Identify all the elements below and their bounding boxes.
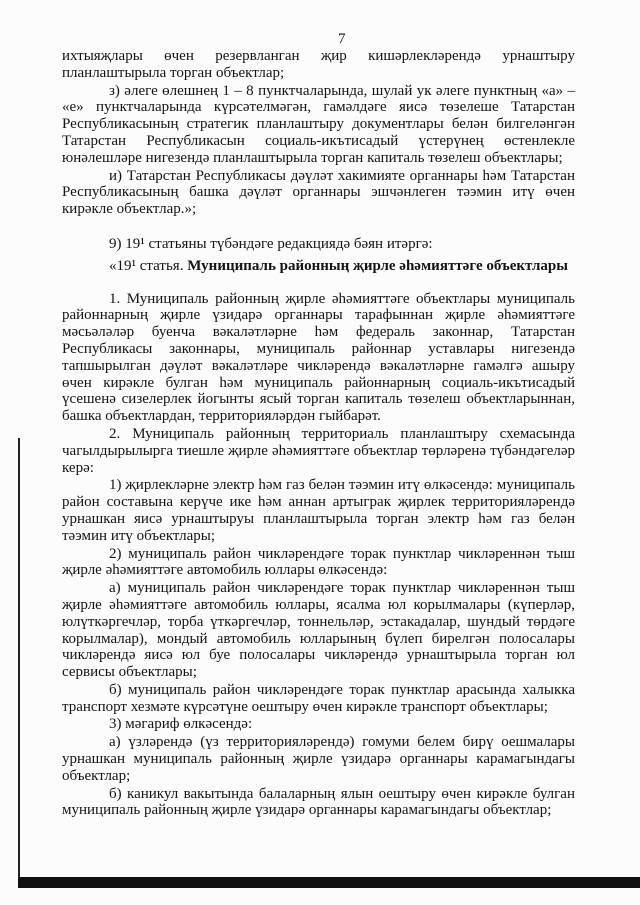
article-heading-prefix: «19¹ статья. bbox=[109, 257, 184, 274]
paragraph-subitem-i: и) Татарстан Республикасы дәүләт хакимияте органнары һәм Татарстан Республикасының башка дәүләт органнары эшчәнлеген тәэмин итү өчен кирәкле объектлар.»; bbox=[62, 167, 575, 218]
list-item: а) үзләрендә (үз территорияләрендә) гомуми белем бирү оешмалары урнашкан муниципаль районның җирле үзидарә органнары карамагындагы объектлар; bbox=[62, 734, 575, 784]
scan-edge-bottom bbox=[18, 877, 640, 888]
article-paragraph-1: 1. Муниципаль районның җирле әһәмияттәге объектлары муниципаль районнарның җирле үзидарә органнары тарафыннан җирле әһәмияттәге мәсьәләләр буенча вәкаләтләрне һәм федераль законнар, Татарстан Республикасы законнары, муниципаль районнар уставлары нигезендә тапшырылган дәүләт вәкаләтләре чикләрендә вәкаләтләрне гамәлгә ашыру өчен кирәкле булган һәм муниципаль районнарның социаль-икътисадый үсешенә сизелерлек йогынты ясый торган капиталь төзелеш объектларыннан, башка объектлардан, территорияләрдән гыйбарәт. bbox=[62, 290, 575, 425]
list-item: а) муниципаль район чикләрендәге торак пунктлар чикләреннән тыш җирле әһәмияттәге автомобиль юллары, ясалма юл корылмалары (күперләр, юлүткәргечләр, торба үткәргечләр, тоннельләр, эстакадалар, шундый төрдәге корылмалар), мондый автомобиль юлларының бүлеп бирелгән полосалары чикләрендә яисә юл буе полосалары чикләрендә урнаштырыла торган юл сервисы объектлары; bbox=[62, 580, 575, 681]
list-item: б) каникул вакытында балаларның ялын оештыру өчен кирәкле булган муниципаль районның җирле үзидарә органнары карамагындагы объектлар; bbox=[62, 785, 575, 819]
list-item: 1) җирлекләрне электр һәм газ белән тәэмин итү өлкәсендә: муниципаль район составына керүче ике һәм аннан артыграк җирлек территорияләрендә урнашкан яисә урнаштыруы планлаштырыла торган электр һәм газ белән тәэмин итү объектлары; bbox=[62, 477, 575, 544]
article-paragraph-2: 2. Муниципаль районның территориаль планлаштыру схемасында чагылдырылырга тиешле җирле әһәмияттәге объектлар төрләренә түбәндәгеләр керә: bbox=[62, 425, 575, 476]
paragraph-continuation: ихтыяҗлары өчен резервланган җир кишәрлекләрендә урнаштыру планлаштырыла торган объектлар; bbox=[62, 48, 575, 81]
page-number: 7 bbox=[338, 31, 346, 47]
list-item: 2) муниципаль район чикләрендәге торак пунктлар чикләреннән тыш җирле әһәмияттәге автомобиль юллары өлкәсендә: bbox=[62, 545, 575, 579]
list-item: 3) мәгариф өлкәсендә: bbox=[109, 716, 253, 733]
paragraph-subitem-z: з) әлеге өлешнең 1 – 8 пунктчаларында, шулай ук әлеге пунктның «а» – «е» пунктчаларында күрсәтелмәгән, гамәлдәге яисә төзелеше Татарстан Республикасының стратегик планлаштыру документлары белән билгеләнгән Татарстан Республикасын социаль-икътисадый үстерүнең өстенлекле юнәлешләре нигезендә планлаштырыла торган капиталь төзелеш объектлары; bbox=[62, 82, 575, 166]
document-body bbox=[62, 48, 575, 819]
article-heading-title: Муниципаль районның җирле әһәмияттәге объектлары bbox=[187, 257, 568, 274]
list-item: б) муниципаль район чикләрендәге торак пунктлар арасында халыкка транспорт хезмәте күрсәтүне оештыру өчен кирәкле транспорт объектлары; bbox=[62, 681, 575, 715]
amendment-item: 9) 19¹ статьяны түбәндәге редакциядә бәян итәргә: bbox=[109, 235, 433, 252]
scan-edge-left bbox=[18, 438, 20, 880]
article-heading bbox=[62, 258, 575, 275]
